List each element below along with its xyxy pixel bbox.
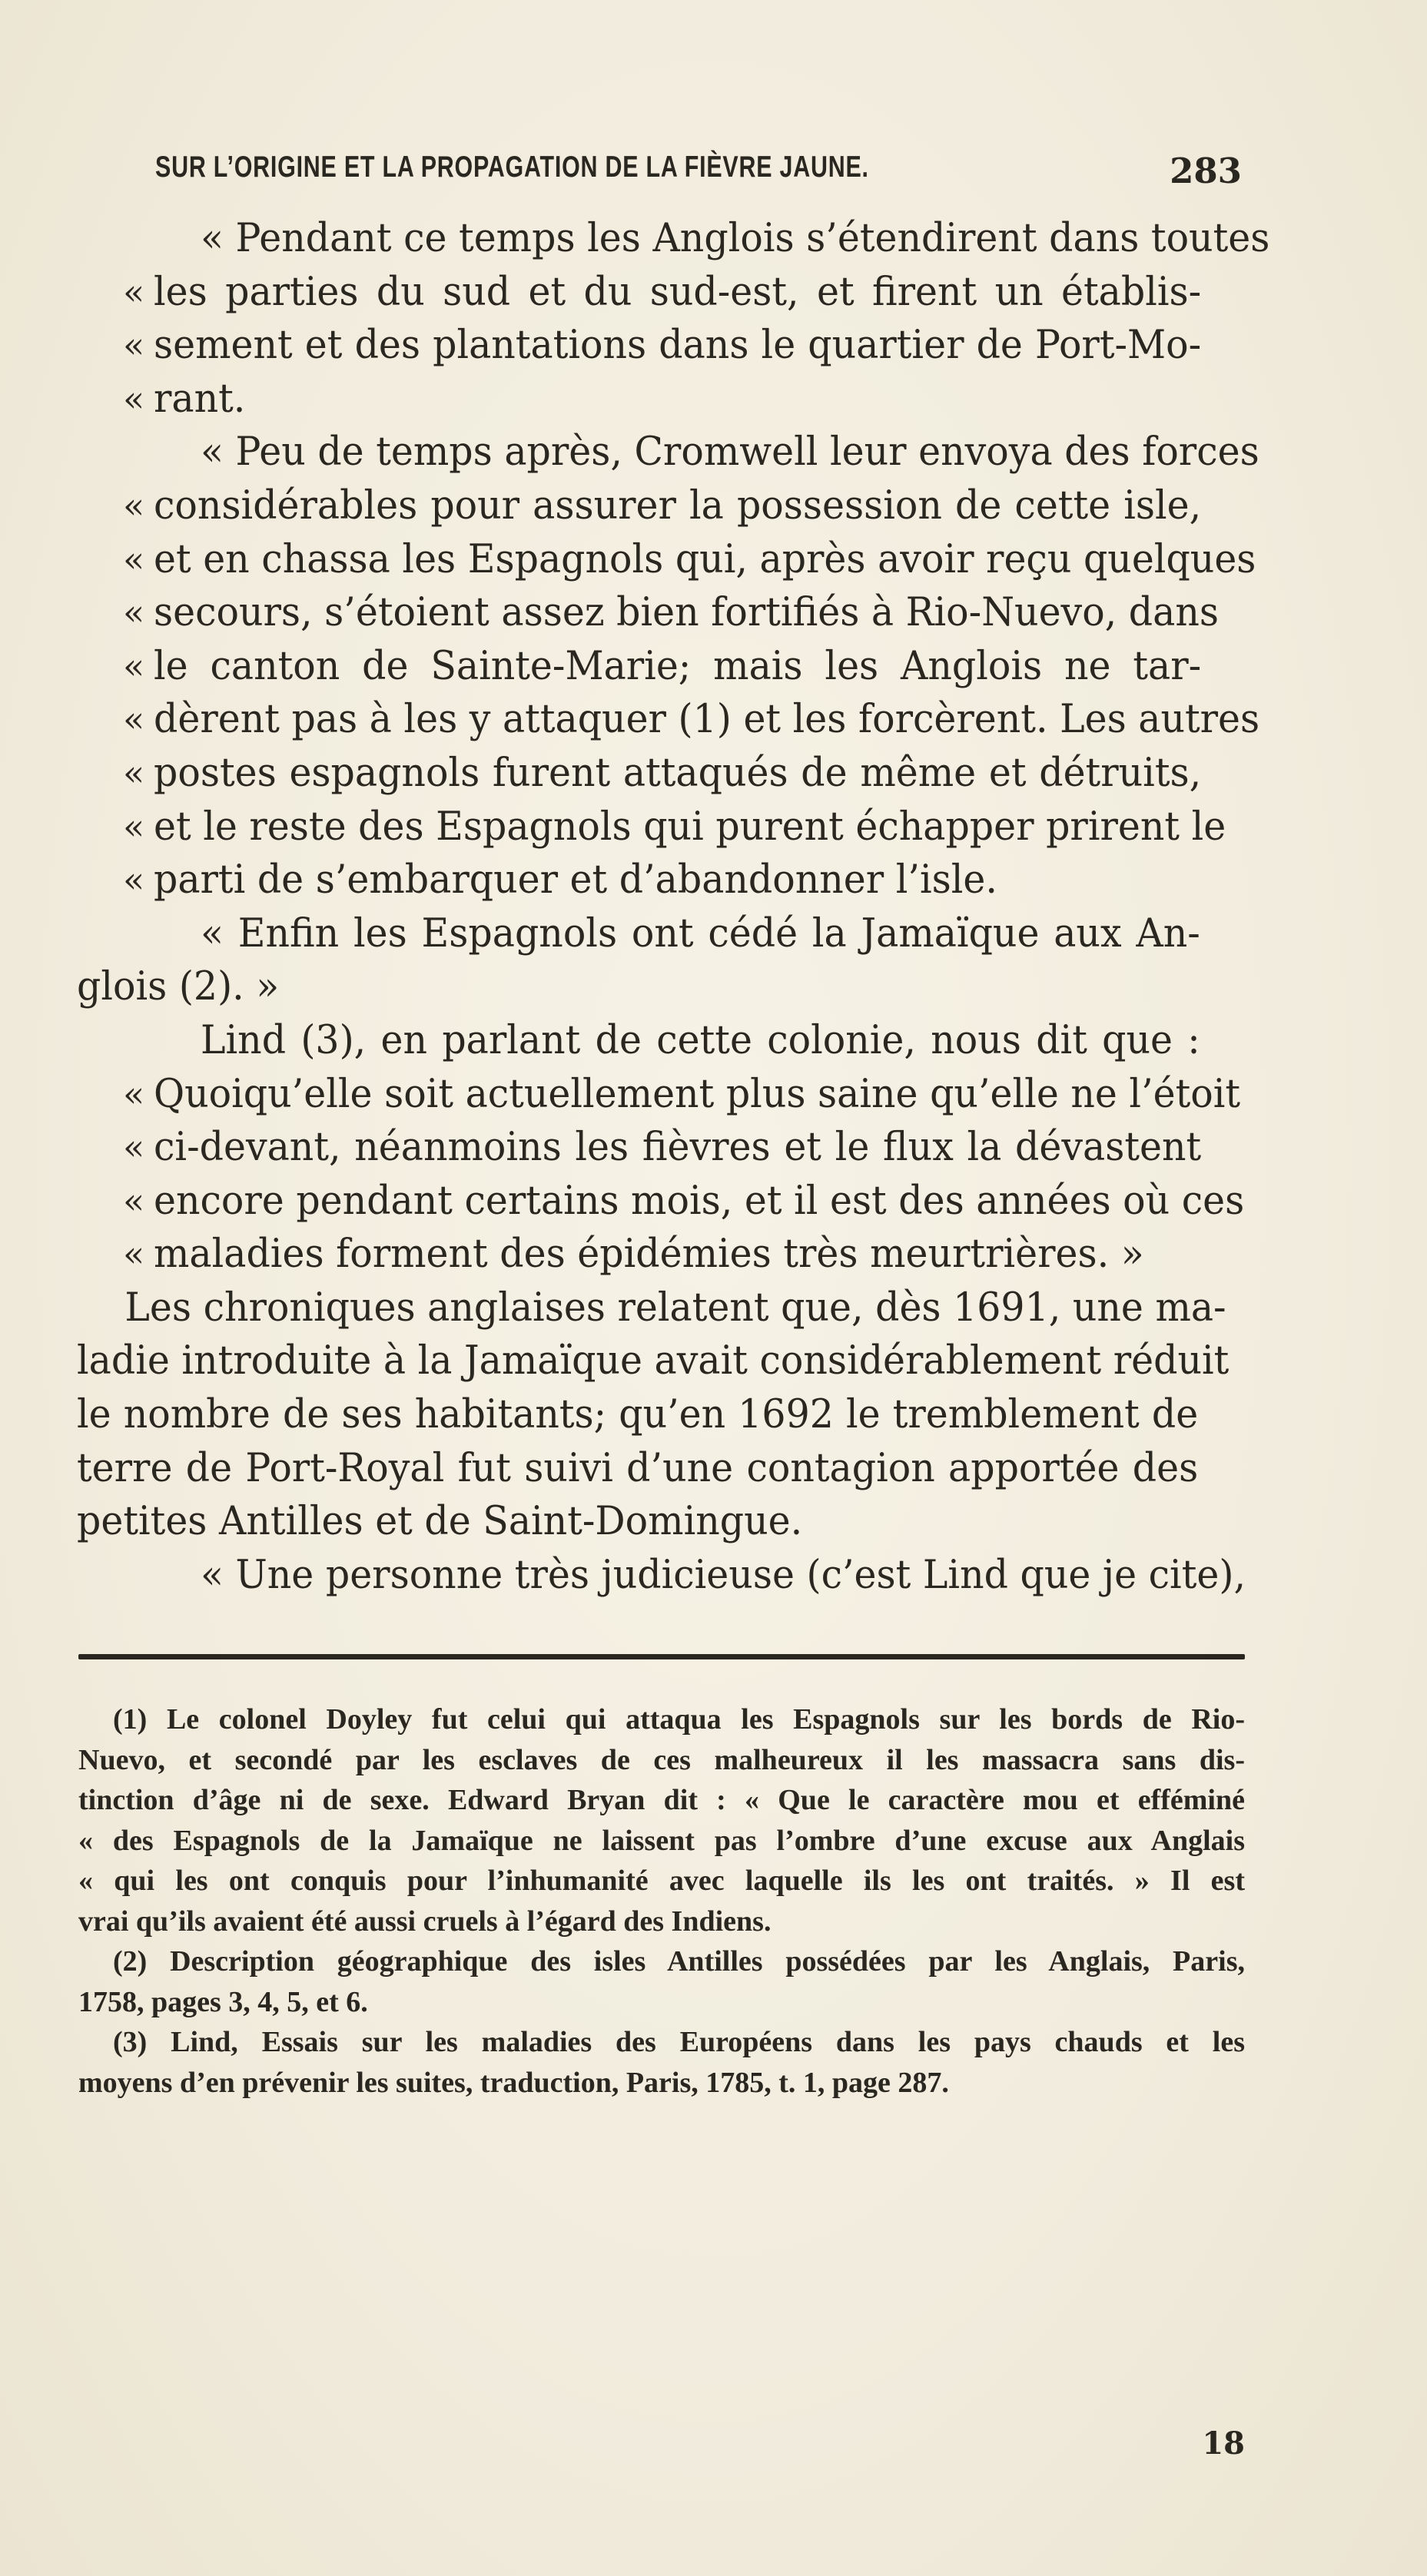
main-text <box>77 212 1270 1602</box>
page-number: 283 <box>1170 151 1242 191</box>
text-line <box>77 1442 1245 1496</box>
text-line <box>77 586 1245 640</box>
quote-marker: « <box>123 859 145 901</box>
text-line <box>77 1175 1245 1228</box>
quote-marker: « <box>123 377 145 419</box>
text-line <box>77 533 1256 587</box>
text-line-content: secours, s’étoient assez bien fortifiés à Rio-Nuevo, dans <box>154 590 1219 636</box>
text-line-content: considérables pour assurer la possession de cette isle, <box>154 482 1202 529</box>
footnote-line-content: (3) Lind, Essais sur les maladies des Européens dans les pays chauds et les <box>113 2026 1245 2058</box>
text-line-content: Les chroniques anglaises relatent que, dès 1691, une ma- <box>124 1285 1226 1331</box>
text-line-content: et en chassa les Espagnols qui, après avoir reçu quelques <box>154 536 1256 582</box>
quote-marker: « <box>123 1126 145 1169</box>
footnote-rule <box>78 1654 1245 1659</box>
footnote-line-content: (2) Description géographique des isles Antilles possédées par les Anglais, Paris, <box>113 1945 1245 1978</box>
text-line <box>77 1014 1245 1068</box>
text-line <box>77 801 1245 854</box>
text-line-content: terre de Port-Royal fut suivi d’une contagion apportée des <box>77 1445 1199 1491</box>
quote-marker: « <box>123 324 145 366</box>
quote-marker: « <box>123 592 145 634</box>
quote-marker: « <box>123 484 145 526</box>
text-line-content: maladies forment des épidémies très meurtrières. » <box>154 1232 1144 1278</box>
text-line-content: postes espagnols furent attaqués de même et détruits, <box>154 750 1202 796</box>
page-header <box>155 151 1242 197</box>
text-line-content: Lind (3), en parlant de cette colonie, nous dit que : <box>201 1017 1200 1063</box>
text-line <box>77 266 1245 320</box>
signature-mark: 18 <box>1202 2425 1245 2462</box>
quote-marker: « <box>123 645 145 687</box>
text-line-content: sement et des plantations dans le quartier de Port-Mo- <box>154 323 1202 369</box>
quote-marker: « <box>123 1233 145 1275</box>
footnote-line <box>78 1780 1245 1821</box>
text-line-content: le canton de Sainte-Marie; mais les Anglois ne tar- <box>154 643 1202 689</box>
text-line-content: petites Antilles et de Saint-Domingue. <box>77 1499 803 1545</box>
footnote-line <box>78 1982 1245 2023</box>
text-line <box>77 1549 1245 1603</box>
text-line-content: « Une personne très judicieuse (c’est Lind que je cite), <box>201 1552 1246 1598</box>
footnotes <box>78 1699 1245 2103</box>
text-line <box>77 1228 1245 1281</box>
text-line <box>77 212 1270 266</box>
footnote-line-content: Nuevo, et secondé par les esclaves de ces malheureux il les massacra sans dis- <box>78 1743 1245 1776</box>
text-line-content: ci-devant, néanmoins les fièvres et le flux la dévastent <box>154 1125 1202 1171</box>
text-line-content: et le reste des Espagnols qui purent échapper prirent le <box>154 804 1226 850</box>
footnote-line-content: (1) Le colonel Doyley fut celui qui attaqua les Espagnols sur les bords de Rio- <box>113 1703 1245 1736</box>
quote-marker: « <box>123 751 145 794</box>
footnote-line-content: « des Espagnols de la Jamaïque ne laissent pas l’ombre d’une excuse aux Anglais <box>78 1824 1245 1857</box>
text-line <box>77 1121 1245 1175</box>
footnote-line-content: moyens d’en prévenir les suites, traduction, Paris, 1785, t. 1, page 287. <box>78 2066 949 2099</box>
text-line <box>77 747 1245 801</box>
text-line <box>77 854 1245 907</box>
text-line-content: « Enfin les Espagnols ont cédé la Jamaïque aux An- <box>201 910 1200 956</box>
text-line <box>77 426 1259 479</box>
text-line <box>77 1068 1245 1122</box>
text-line <box>77 1388 1245 1442</box>
quote-marker: « <box>123 1073 145 1115</box>
text-line <box>77 640 1245 694</box>
quote-marker: « <box>123 698 145 741</box>
quote-marker: « <box>123 805 145 847</box>
footnote-line <box>78 1821 1245 1862</box>
text-line-content: le nombre de ses habitants; qu’en 1692 le tremblement de <box>77 1392 1199 1438</box>
footnote-line <box>78 1861 1245 1901</box>
text-line <box>77 479 1245 533</box>
text-line <box>77 693 1260 747</box>
text-line-content: Quoiqu’elle soit actuellement plus saine qu’elle ne l’étoit <box>154 1071 1241 1117</box>
text-line-content: « Pendant ce temps les Anglois s’étendirent dans toutes <box>201 216 1270 261</box>
quote-marker: « <box>123 1179 145 1222</box>
footnote-line <box>78 1901 1245 1942</box>
footnote-line <box>78 1740 1245 1781</box>
text-line-content: dèrent pas à les y attaquer (1) et les forcèrent. Les autres <box>154 697 1260 743</box>
text-line <box>77 373 1245 426</box>
quote-marker: « <box>123 538 145 580</box>
footnote-line <box>78 2022 1245 2063</box>
text-line-content: parti de s’embarquer et d’abandonner l’isle. <box>154 857 997 903</box>
text-line-content: « Peu de temps après, Cromwell leur envoya des forces <box>201 429 1259 476</box>
text-line <box>77 907 1245 961</box>
footnote-line <box>78 1699 1245 1740</box>
text-line-content: encore pendant certains mois, et il est des années où ces <box>154 1178 1245 1224</box>
text-line <box>77 1334 1245 1388</box>
text-line <box>77 960 1245 1014</box>
text-line-content: ladie introduite à la Jamaïque avait considérablement réduit <box>77 1338 1230 1384</box>
text-line <box>77 319 1245 373</box>
footnote-line-content: tinction d’âge ni de sexe. Edward Bryan dit : « Que le caractère mou et efféminé <box>78 1784 1245 1816</box>
footnote-line <box>78 1941 1245 1982</box>
text-line <box>77 1281 1245 1335</box>
footnote-line-content: 1758, pages 3, 4, 5, et 6. <box>78 1985 368 2018</box>
text-line-content: les parties du sud et du sud-est, et firent un établis- <box>154 269 1202 315</box>
footnote-line <box>78 2063 1245 2104</box>
text-line <box>77 1495 1245 1549</box>
footnote-line-content: « qui les ont conquis pour l’inhumanité avec laquelle ils les ont traités. » Il est <box>78 1865 1245 1897</box>
text-line-content: rant. <box>154 376 246 422</box>
quote-marker: « <box>123 270 145 313</box>
running-head: SUR L’ORIGINE ET LA PROPAGATION DE LA FIÈVRE JAUNE. <box>155 151 869 184</box>
footnote-line-content: vrai qu’ils avaient été aussi cruels à l’égard des Indiens. <box>78 1905 772 1938</box>
text-line-content: glois (2). » <box>77 964 280 1010</box>
